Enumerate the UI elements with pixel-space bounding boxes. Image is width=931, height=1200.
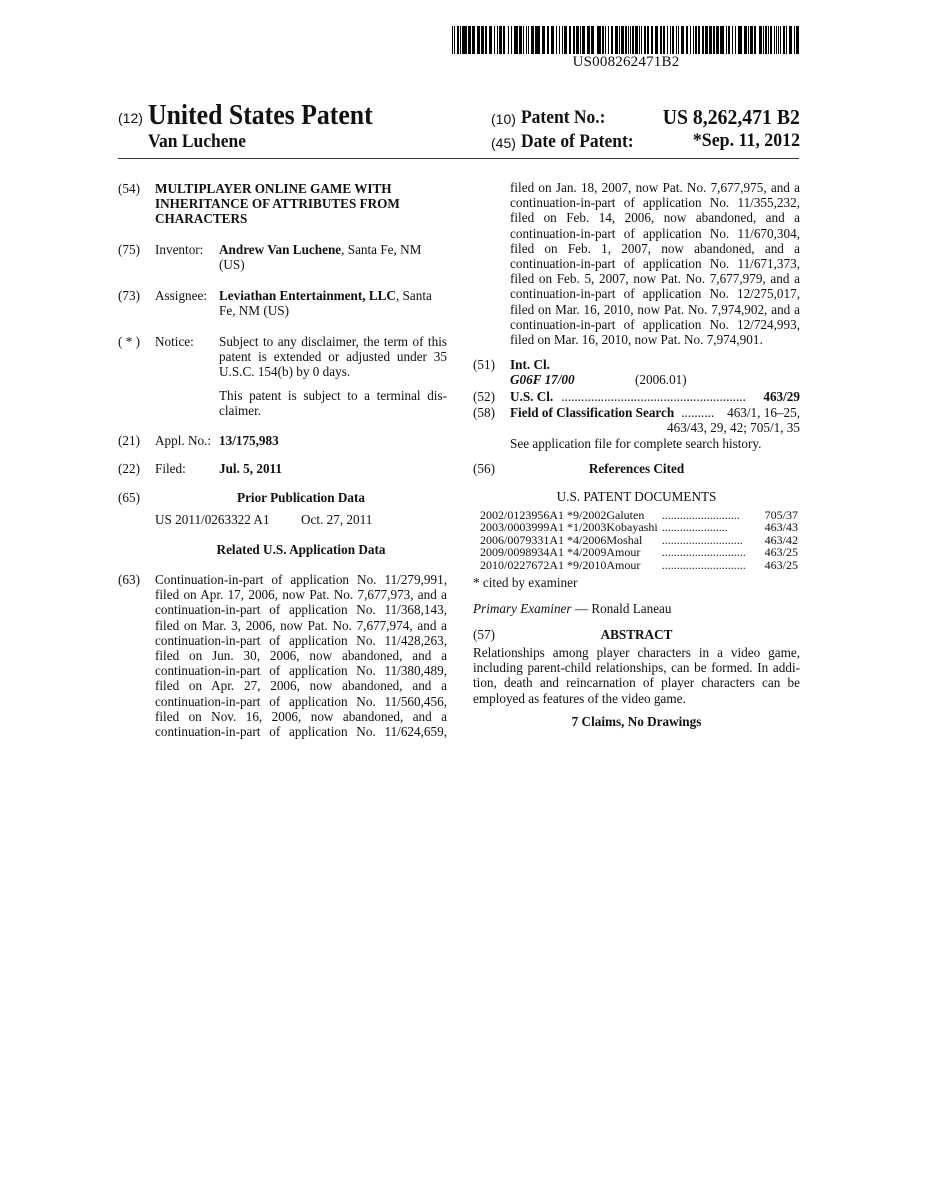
barcode-bar <box>465 26 466 54</box>
barcode-bar <box>559 26 560 54</box>
barcode-bar <box>706 26 708 54</box>
barcode-bar <box>615 26 618 54</box>
reference-name: Kobayashi <box>606 521 657 533</box>
inventor-country: (US) <box>219 257 447 272</box>
barcode-bar <box>768 26 769 54</box>
us-cl-label: U.S. Cl. <box>510 389 553 404</box>
barcode-bar <box>543 26 545 54</box>
us-cl-row <box>510 389 800 404</box>
disclaimer-line: claimer. <box>219 403 447 418</box>
inventor-name: Andrew Van Luchene <box>219 242 341 257</box>
filed-label: Filed: <box>155 461 186 476</box>
barcode-bar <box>702 26 704 54</box>
references-table <box>480 509 798 571</box>
barcode-bar <box>647 26 649 54</box>
int-cl-label: Int. Cl. <box>510 357 800 372</box>
barcode-bar <box>778 26 779 54</box>
barcode-bar <box>735 26 736 54</box>
barcode-bar <box>597 26 598 54</box>
barcode-bar <box>625 26 627 54</box>
barcode-bar <box>690 26 691 54</box>
related-line: filed on Mar. 16, 2010, now Pat. No. 7,974,902, and a <box>510 302 800 317</box>
abstract-line: including parent-child relationships, can be formed. In addi- <box>473 660 800 675</box>
barcode-bar <box>611 26 613 54</box>
related-line: filed on Nov. 16, 2006, now abandoned, and a <box>155 709 447 724</box>
us-cl-code: (52) <box>473 389 495 404</box>
barcode-bar <box>587 26 590 54</box>
barcode-bar <box>628 26 629 54</box>
prior-pub-number: US 2011/0263322 A1 <box>155 512 270 527</box>
related-line: filed on Feb. 1, 2007, now abandoned, and a <box>510 241 800 256</box>
int-cl-version: (2006.01) <box>635 372 687 387</box>
us-cl-value: 463/29 <box>763 389 800 404</box>
assignee-value <box>219 288 447 318</box>
barcode-bar <box>490 26 492 54</box>
barcode-bar <box>580 26 581 54</box>
reference-name: Amour <box>606 559 657 571</box>
barcode-bar <box>598 26 601 54</box>
assignee-label: Assignee: <box>155 288 207 303</box>
barcode-bar <box>760 26 762 54</box>
filed-value: Jul. 5, 2011 <box>219 461 447 476</box>
barcode-bar <box>783 26 784 54</box>
field-search-value-cont: 463/43, 29, 42; 705/1, 35 <box>510 420 800 435</box>
int-cl-class: G06F 17/00 <box>510 372 575 387</box>
barcode-bar <box>582 26 585 54</box>
field-search-row <box>510 405 800 420</box>
reference-class: 463/25 <box>765 546 798 558</box>
barcode-bar <box>523 26 524 54</box>
barcode-bar <box>556 26 557 54</box>
related-line: continuation-in-part of application No. 11/671,373, <box>510 256 800 271</box>
related-line: continuation-in-part of application No. 11/355,232, <box>510 195 800 210</box>
barcode-bar <box>602 26 604 54</box>
reference-number: 2003/0003999 <box>480 521 549 533</box>
related-line: filed on Mar. 16, 2010, now Pat. No. 7,974,901. <box>510 332 800 347</box>
barcode-bar <box>752 26 753 54</box>
disclaimer-line: This patent is subject to a terminal dis- <box>219 388 447 403</box>
barcode-bar <box>632 26 634 54</box>
reference-row <box>480 559 798 571</box>
barcode-bar <box>485 26 487 54</box>
reference-number: 2010/0227672 <box>480 559 549 571</box>
abstract-line: tion, death and reincarnation of player characters can be <box>473 675 800 690</box>
barcode-bar <box>528 26 529 54</box>
barcode-bar <box>639 26 640 54</box>
related-line: filed on Jun. 30, 2006, now abandoned, and a <box>155 648 447 663</box>
barcode-bar <box>709 26 712 54</box>
patent-no-label: Patent No.: <box>521 107 605 129</box>
int-cl-code: (51) <box>473 357 495 372</box>
references-heading: References Cited <box>473 461 800 476</box>
barcode-bar <box>526 26 527 54</box>
notice-label: Notice: <box>155 334 194 349</box>
title-line: MULTIPLAYER ONLINE GAME WITH <box>155 181 455 196</box>
date-label: Date of Patent: <box>521 131 634 153</box>
patent-type-code: (12) <box>118 110 143 126</box>
appl-no-value: 13/175,983 <box>219 433 447 448</box>
inventor-value <box>219 242 447 272</box>
barcode-bar <box>452 26 453 54</box>
related-line: continuation-in-part of application No. 11/428,263, <box>155 633 447 648</box>
barcode-bar <box>676 26 677 54</box>
barcode-bar <box>564 26 567 54</box>
related-line: continuation-in-part of application No. 11/670,304, <box>510 226 800 241</box>
reference-class: 463/43 <box>765 521 798 533</box>
barcode-bar <box>660 26 662 54</box>
reference-kind: A1 * <box>549 546 573 558</box>
header-divider <box>118 158 799 159</box>
patent-title-header: United States Patent <box>148 100 373 132</box>
reference-number: 2002/0123956 <box>480 509 549 521</box>
barcode-bar <box>641 26 642 54</box>
barcode-bar <box>630 26 631 54</box>
barcode-bar <box>774 26 775 54</box>
barcode-bar <box>621 26 624 54</box>
reference-kind: A1 * <box>549 559 573 571</box>
reference-date: 4/2009 <box>573 546 606 558</box>
title-code: (54) <box>118 181 140 196</box>
reference-leader: ........................... <box>658 534 765 546</box>
barcode-bar <box>562 26 563 54</box>
barcode-bar <box>472 26 475 54</box>
barcode-bar <box>716 26 719 54</box>
reference-row <box>480 546 798 558</box>
field-search-leader: .......... <box>681 405 714 420</box>
reference-row <box>480 521 798 533</box>
primary-examiner <box>473 601 672 616</box>
barcode-bar <box>481 26 484 54</box>
assignee-location: , Santa <box>396 288 432 303</box>
barcode-bar <box>728 26 730 54</box>
related-line: filed on Mar. 3, 2006, now Pat. No. 7,677,974, and a <box>155 618 447 633</box>
barcode-bar <box>573 26 575 54</box>
appl-no-label: Appl. No.: <box>155 433 211 448</box>
abstract-line: employed as features of the video game. <box>473 691 800 706</box>
barcode-bar <box>644 26 646 54</box>
barcode-bar <box>569 26 571 54</box>
barcode-bar <box>635 26 638 54</box>
barcode-bar <box>721 26 724 54</box>
barcode-bar <box>754 26 756 54</box>
field-search-value: 463/1, 16–25, <box>727 405 800 420</box>
notice-line: Subject to any disclaimer, the term of this <box>219 334 447 349</box>
notice-code: ( * ) <box>118 334 140 349</box>
inventor-label: Inventor: <box>155 242 203 257</box>
related-line: filed on Feb. 14, 2006, now abandoned, and a <box>510 210 800 225</box>
barcode-bar <box>698 26 700 54</box>
patent-no-value: US 8,262,471 B2 <box>663 105 800 130</box>
reference-leader: ...................... <box>658 521 765 533</box>
assignee-country: Fe, NM (US) <box>219 303 447 318</box>
date-value: *Sep. 11, 2012 <box>693 130 800 152</box>
barcode-bar <box>664 26 665 54</box>
barcode-bar <box>720 26 721 54</box>
barcode-bar <box>547 26 549 54</box>
reference-date: 9/2010 <box>573 559 606 571</box>
barcode-bar <box>748 26 749 54</box>
related-line: continuation-in-part of application No. 12/275,017, <box>510 286 800 301</box>
assignee-name: Leviathan Entertainment, LLC <box>219 288 396 303</box>
barcode-bar <box>542 26 543 54</box>
barcode-bar <box>738 26 739 54</box>
barcode-bar <box>468 26 471 54</box>
reference-date: 9/2002 <box>573 509 606 521</box>
barcode-bar <box>462 26 465 54</box>
barcode-bar <box>750 26 752 54</box>
reference-number: 2006/0079331 <box>480 534 549 546</box>
barcode-bar <box>673 26 674 54</box>
terminal-disclaimer <box>219 388 447 418</box>
title-line: CHARACTERS <box>155 211 455 226</box>
barcode-bar <box>515 26 516 54</box>
barcode-bar <box>499 26 502 54</box>
barcode-bar <box>537 26 540 54</box>
reference-leader: .......................... <box>658 509 765 521</box>
patent-no-code: (10) <box>491 111 516 127</box>
field-search-label: Field of Classification Search <box>510 405 674 420</box>
barcode-bar <box>663 26 664 54</box>
related-line: filed on Jan. 18, 2007, now Pat. No. 7,677,975, and a <box>510 180 800 195</box>
search-history-note: See application file for complete search history. <box>510 436 761 451</box>
barcode-bar <box>497 26 498 54</box>
reference-kind: A1 * <box>549 521 573 533</box>
barcode-bar <box>678 26 679 54</box>
title-line: INHERITANCE OF ATTRIBUTES FROM <box>155 196 455 211</box>
reference-name: Moshal <box>606 534 657 546</box>
reference-date: 1/2003 <box>573 521 606 533</box>
related-line: continuation-in-part of application No. 11/560,456, <box>155 694 447 709</box>
reference-kind: A1 * <box>549 509 573 521</box>
related-line: continuation-in-part of application No. 12/724,993, <box>510 317 800 332</box>
barcode-bar <box>705 26 706 54</box>
barcode-bar <box>535 26 536 54</box>
invention-title <box>155 181 455 227</box>
barcode-bar <box>744 26 747 54</box>
barcode-bar <box>457 26 459 54</box>
examiner-dash: — <box>572 601 592 616</box>
barcode-bar <box>696 26 697 54</box>
related-code: (63) <box>118 572 140 587</box>
barcode-bar <box>726 26 727 54</box>
abstract-line: Relationships among player characters in a video game, <box>473 645 800 660</box>
barcode-bar <box>732 26 733 54</box>
examiner-name: Ronald Laneau <box>591 601 671 616</box>
barcode-bar <box>655 26 658 54</box>
reference-number: 2009/0098934 <box>480 546 549 558</box>
barcode-bar <box>770 26 772 54</box>
abstract-code: (57) <box>473 627 495 642</box>
barcode-bar <box>670 26 671 54</box>
barcode-bar <box>576 26 579 54</box>
reference-kind: A1 * <box>549 534 573 546</box>
barcode-bar <box>667 26 668 54</box>
barcode-bar <box>794 26 795 54</box>
barcode-bar <box>693 26 694 54</box>
reference-date: 4/2006 <box>573 534 606 546</box>
claims-summary: 7 Claims, No Drawings <box>473 714 800 729</box>
related-line: filed on Apr. 17, 2006, now Pat. No. 7,677,973, and a <box>155 587 447 602</box>
reference-class: 705/37 <box>765 509 798 521</box>
barcode-bar <box>789 26 792 54</box>
barcode-bar <box>536 26 537 54</box>
appl-no-code: (21) <box>118 433 140 448</box>
reference-name: Amour <box>606 546 657 558</box>
abstract-text <box>473 645 800 706</box>
related-application-text-cont <box>510 180 800 347</box>
barcode-bar <box>763 26 764 54</box>
barcode-bar <box>466 26 467 54</box>
barcode-bar <box>460 26 461 54</box>
barcode-bar <box>619 26 620 54</box>
patent-documents-heading: U.S. PATENT DOCUMENTS <box>473 489 800 504</box>
barcode-bar <box>796 26 799 54</box>
barcode-bar <box>454 26 455 54</box>
notice-text <box>219 334 447 380</box>
barcode-bar <box>713 26 715 54</box>
related-line: filed on Apr. 27, 2006, now abandoned, and a <box>155 678 447 693</box>
barcode-bar <box>516 26 518 54</box>
barcode-bar <box>508 26 509 54</box>
assignee-code: (73) <box>118 288 140 303</box>
barcode-bar <box>765 26 767 54</box>
barcode-bar <box>780 26 781 54</box>
notice-line: U.S.C. 154(b) by 0 days. <box>219 364 447 379</box>
barcode-bar <box>759 26 760 54</box>
inventor-surname: Van Luchene <box>148 131 246 153</box>
barcode-bar <box>519 26 522 54</box>
related-line: continuation-in-part of application No. 11/380,489, <box>155 663 447 678</box>
related-line: filed on Feb. 5, 2007, now Pat. No. 7,677,979, and a <box>510 271 800 286</box>
barcode-image <box>452 26 800 54</box>
prior-pub-heading: Prior Publication Data <box>155 490 447 505</box>
barcode-bar <box>681 26 684 54</box>
barcode-bar <box>605 26 606 54</box>
examiner-label: Primary Examiner <box>473 601 572 616</box>
barcode-bar <box>776 26 777 54</box>
related-line: Continuation-in-part of application No. 11/279,991, <box>155 572 447 587</box>
reference-class: 463/42 <box>765 534 798 546</box>
barcode-number: US008262471B2 <box>452 54 800 71</box>
cited-by-examiner-note: * cited by examiner <box>473 575 577 590</box>
field-search-code: (58) <box>473 405 495 420</box>
prior-pub-date: Oct. 27, 2011 <box>301 512 372 527</box>
reference-leader: ............................ <box>658 546 765 558</box>
barcode-bar <box>739 26 741 54</box>
barcode-bar <box>551 26 554 54</box>
barcode-bar <box>489 26 490 54</box>
related-line: continuation-in-part of application No. 11/624,659, <box>155 724 447 739</box>
related-data-heading: Related U.S. Application Data <box>155 542 447 557</box>
barcode-bar <box>651 26 653 54</box>
barcode-bar <box>686 26 688 54</box>
date-code: (45) <box>491 135 516 151</box>
reference-name: Galuten <box>606 509 657 521</box>
barcode-bar <box>784 26 785 54</box>
barcode-bar <box>511 26 512 54</box>
barcode-bar <box>494 26 495 54</box>
barcode-bar <box>514 26 515 54</box>
barcode-bar <box>741 26 742 54</box>
barcode-bar <box>531 26 534 54</box>
prior-pub-code: (65) <box>118 490 140 505</box>
references-code: (56) <box>473 461 495 476</box>
barcode-bar <box>477 26 480 54</box>
abstract-heading: ABSTRACT <box>473 627 800 642</box>
filed-code: (22) <box>118 461 140 476</box>
barcode-bar <box>591 26 594 54</box>
barcode-bar <box>608 26 609 54</box>
barcode-bar <box>503 26 505 54</box>
inventor-location: , Santa Fe, NM <box>341 242 421 257</box>
reference-class: 463/25 <box>765 559 798 571</box>
related-application-text <box>155 572 447 739</box>
barcode-bar <box>786 26 787 54</box>
us-cl-leader: ........................................................ <box>561 389 759 404</box>
barcode-bar <box>672 26 673 54</box>
inventor-code: (75) <box>118 242 140 257</box>
related-line: continuation-in-part of application No. 11/368,143, <box>155 602 447 617</box>
reference-leader: ............................ <box>658 559 765 571</box>
notice-line: patent is extended or adjusted under 35 <box>219 349 447 364</box>
